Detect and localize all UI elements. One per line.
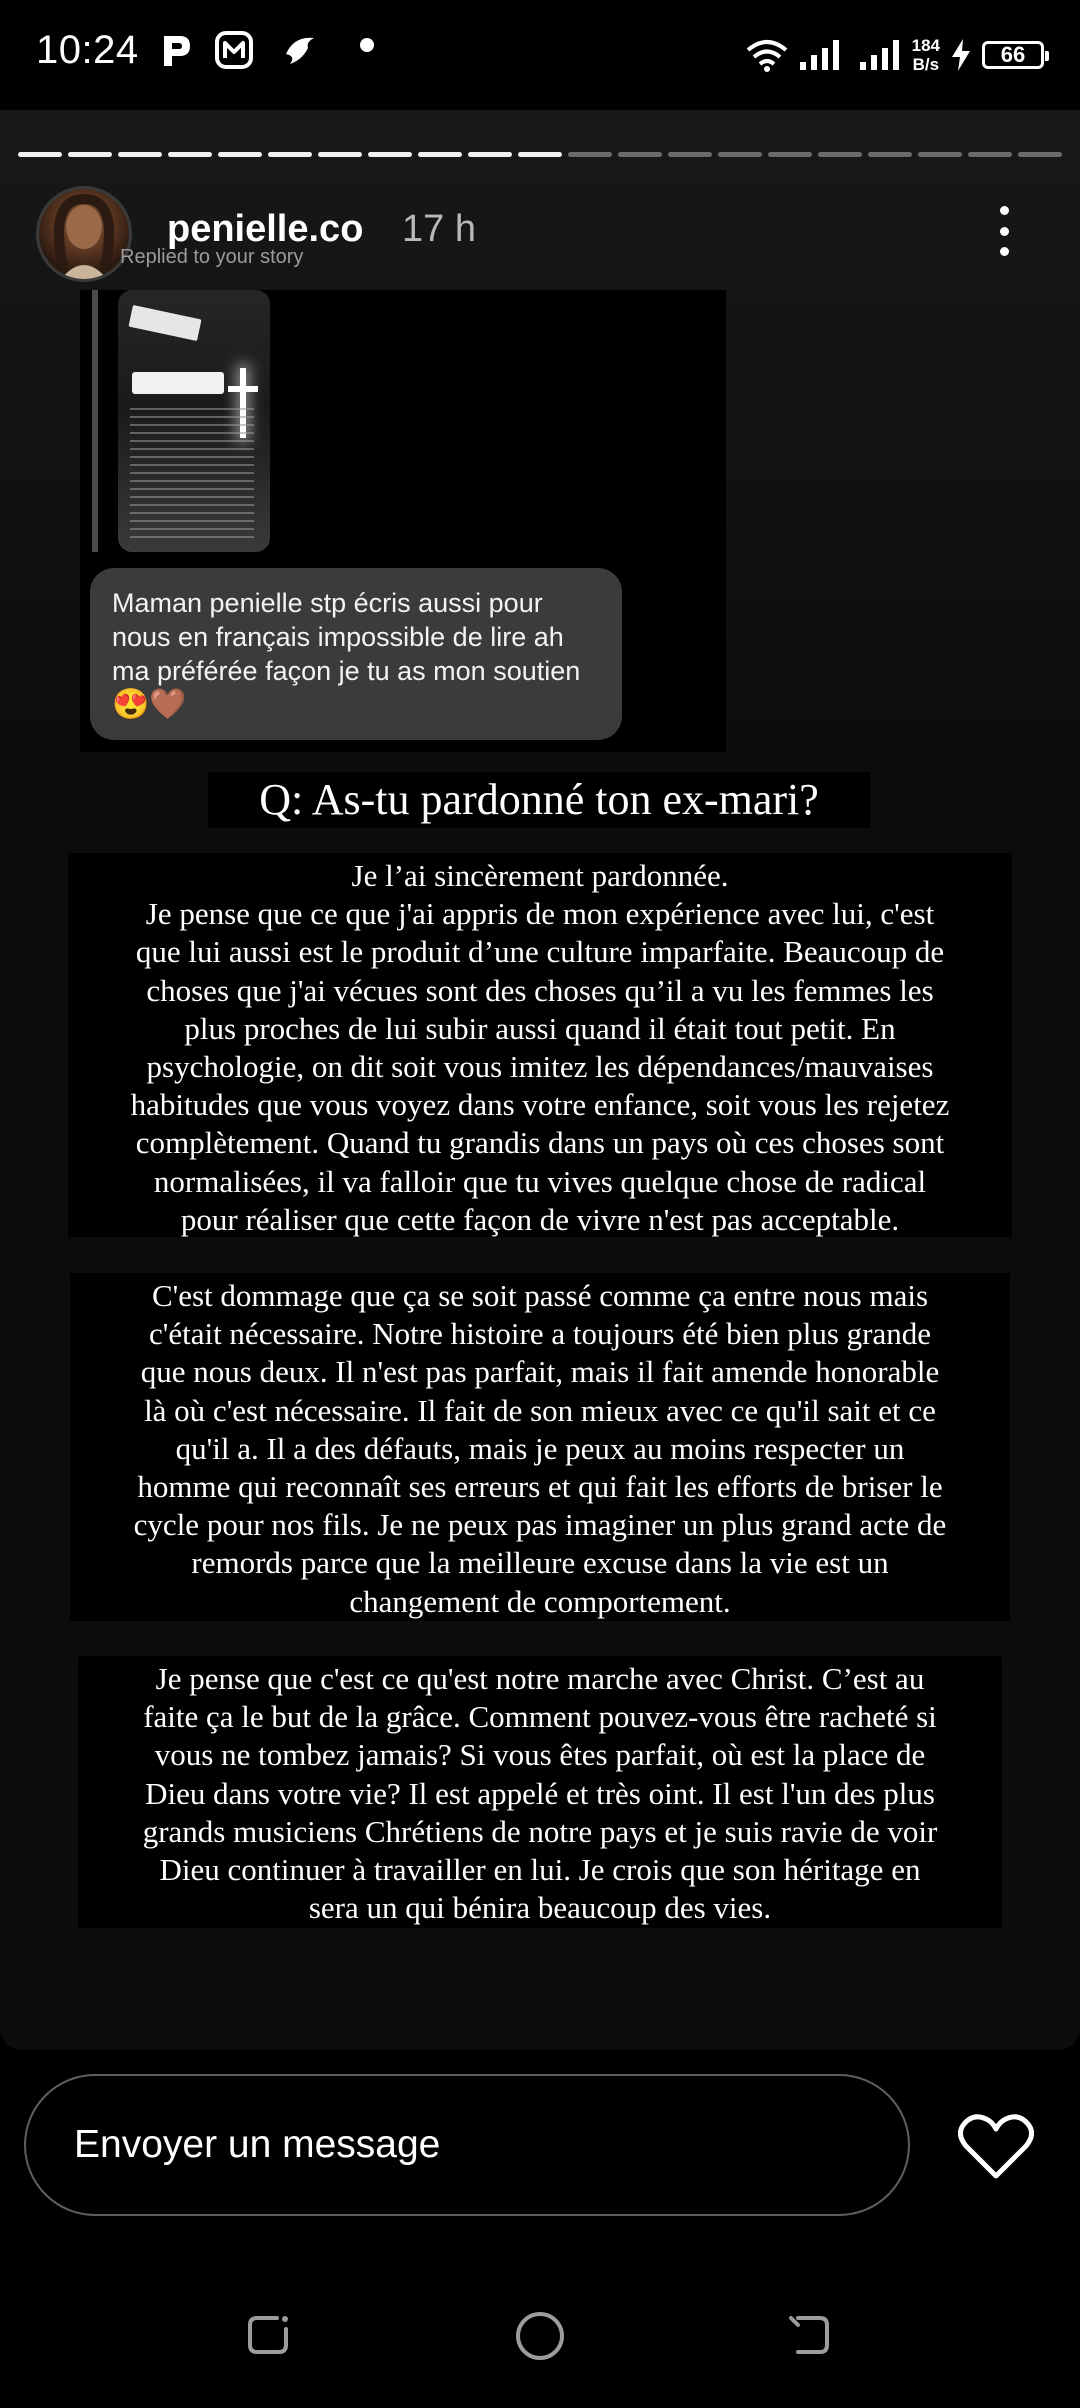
bird-icon	[282, 30, 322, 70]
paragraph-line: qu'il a. Il a des défauts, mais je peux au moins respecter un	[175, 1430, 905, 1466]
paragraph-line: Je pense que ce que j'ai appris de mon expérience avec lui, c'est	[145, 896, 935, 932]
battery-indicator	[982, 41, 1044, 69]
signal-icon-2	[858, 38, 902, 72]
progress-segment	[768, 152, 812, 157]
paragraph-line: habitudes que vous voyez dans votre enfance, soit vous les rejetez	[130, 1087, 950, 1123]
progress-segment	[18, 152, 62, 157]
signal-icon-1	[798, 38, 848, 72]
net-speed-value: 184	[911, 36, 940, 55]
progress-segment	[1018, 152, 1062, 157]
more-dot	[1000, 227, 1009, 236]
paragraph-line: choses que j'ai vécues sont des choses qu’il a vu les femmes les	[146, 972, 934, 1008]
profile-photo	[39, 189, 129, 279]
progress-segment	[268, 152, 312, 157]
paragraph-line: vous ne tombez jamais? Si vous êtes parfait, où est la place de	[154, 1737, 926, 1773]
progress-segment	[568, 152, 612, 157]
status-bar	[0, 0, 1080, 110]
reply-quote-bar	[92, 290, 98, 552]
paragraph-line: homme qui reconnaît ses erreurs et qui fait les efforts de briser le	[137, 1469, 943, 1505]
paragraph-line: normalisées, il va falloir que tu vives quelque chose de radical	[153, 1163, 927, 1199]
thumbnail-question-card	[132, 372, 224, 394]
paragraph-line: cycle pour nos fils. Je ne peux pas imaginer un plus grand acte de	[133, 1507, 947, 1543]
charging-icon	[950, 38, 972, 72]
reply-emojis: 😍🤎	[112, 688, 187, 721]
paragraph-line: C'est dommage que ça se soit passé comme ça entre nous mais	[151, 1278, 929, 1313]
paragraph-line: faite ça le but de la grâce. Comment pouvez-vous être racheté si	[143, 1699, 937, 1735]
replied-label: Replied to your story	[120, 246, 304, 268]
status-right	[746, 30, 1044, 80]
net-speed-unit: B/s	[912, 55, 940, 74]
paragraph-line: changement de comportement.	[349, 1583, 731, 1619]
home-icon[interactable]	[514, 2310, 566, 2362]
progress-segment	[418, 152, 462, 157]
progress-segment	[968, 152, 1012, 157]
story-username[interactable]: penielle.co	[167, 208, 364, 250]
progress-segment	[68, 152, 112, 157]
story-paragraph-2	[70, 1273, 1010, 1621]
more-dot	[1000, 206, 1009, 215]
progress-segment	[318, 152, 362, 157]
app-icon	[214, 30, 254, 70]
notification-dot	[360, 38, 374, 52]
progress-segment	[668, 152, 712, 157]
progress-segment	[468, 152, 512, 157]
paragraph-line: pour réaliser que cette façon de vivre n'est pas acceptable.	[180, 1201, 900, 1237]
story-paragraph-3	[78, 1656, 1002, 1928]
progress-segment	[218, 152, 262, 157]
paragraph-line: que nous deux. Il n'est pas parfait, mais il fait amende honorable	[140, 1354, 940, 1390]
battery-level: 66	[1000, 42, 1026, 67]
paragraph-line: que lui aussi est le produit d’une culture imparfaite. Beaucoup de	[135, 934, 945, 970]
question-title: Q: As-tu pardonné ton ex-mari?	[208, 772, 870, 828]
reply-message-text: Maman penielle stp écris aussi pour nous en français impossible de lire ah ma préférée façon je tu as mon soutien	[112, 588, 581, 686]
progress-segment	[518, 152, 562, 157]
paragraph-line: Dieu dans votre vie? Il est appelé et très oint. Il est l'un des plus	[145, 1775, 935, 1811]
paragraph-line: Dieu continuer à travailler en lui. Je crois que son héritage en	[159, 1852, 921, 1888]
status-time: 10:24	[36, 28, 139, 72]
thumbnail-sign	[128, 305, 201, 341]
paragraph-line: remords parce que la meilleure excuse dans la vie est un	[191, 1545, 889, 1581]
paragraph-line: complètement. Quand tu grandis dans un pays où ces choses sont	[135, 1125, 945, 1161]
progress-segment	[368, 152, 412, 157]
message-placeholder: Envoyer un message	[74, 2123, 441, 2166]
paragraph-line: Je pense que c'est ce qu'est notre marche avec Christ. C’est au	[155, 1661, 925, 1696]
progress-segment	[718, 152, 762, 157]
thumbnail-cross-bar	[228, 386, 258, 392]
more-options-button[interactable]	[990, 206, 1018, 256]
reply-message-bubble	[90, 568, 622, 740]
back-icon[interactable]	[786, 2313, 832, 2357]
paragraph-line: psychologie, on dit soit vous imitez les dépendances/mauvaises	[146, 1049, 934, 1085]
paragraph-line: là où c'est nécessaire. Il fait de son mieux avec ce qu'il sait et ce	[144, 1392, 936, 1428]
paragraph-line: c'était nécessaire. Notre histoire a toujours été bien plus grande	[148, 1316, 932, 1352]
paragraph-line: plus proches de lui subir aussi quand il était tout petit. En	[184, 1010, 896, 1046]
paragraph-line: grands musiciens Chrétiens de notre pays et je suis ravie de voir	[142, 1813, 938, 1849]
wifi-icon	[746, 38, 788, 72]
thumbnail-text	[130, 408, 254, 538]
progress-segment	[618, 152, 662, 157]
more-dot	[1000, 247, 1009, 256]
progress-segment	[868, 152, 912, 157]
story-thumbnail[interactable]	[118, 290, 270, 552]
story-time-ago: 17 h	[402, 208, 476, 250]
paragraph-line: sera un qui bénira beaucoup des vies.	[308, 1890, 772, 1926]
avatar[interactable]	[36, 186, 132, 282]
parking-icon	[156, 30, 196, 70]
paragraph-line: Je l’ai sincèrement pardonnée.	[351, 858, 729, 893]
message-input[interactable]	[24, 2074, 910, 2216]
recent-apps-icon[interactable]	[245, 2313, 291, 2357]
progress-segment	[818, 152, 862, 157]
progress-segment	[168, 152, 212, 157]
heart-icon[interactable]	[958, 2112, 1034, 2182]
story-progress-bar	[18, 152, 1062, 158]
progress-segment	[118, 152, 162, 157]
network-speed	[912, 36, 940, 74]
progress-segment	[918, 152, 962, 157]
story-paragraph-1	[68, 853, 1012, 1237]
